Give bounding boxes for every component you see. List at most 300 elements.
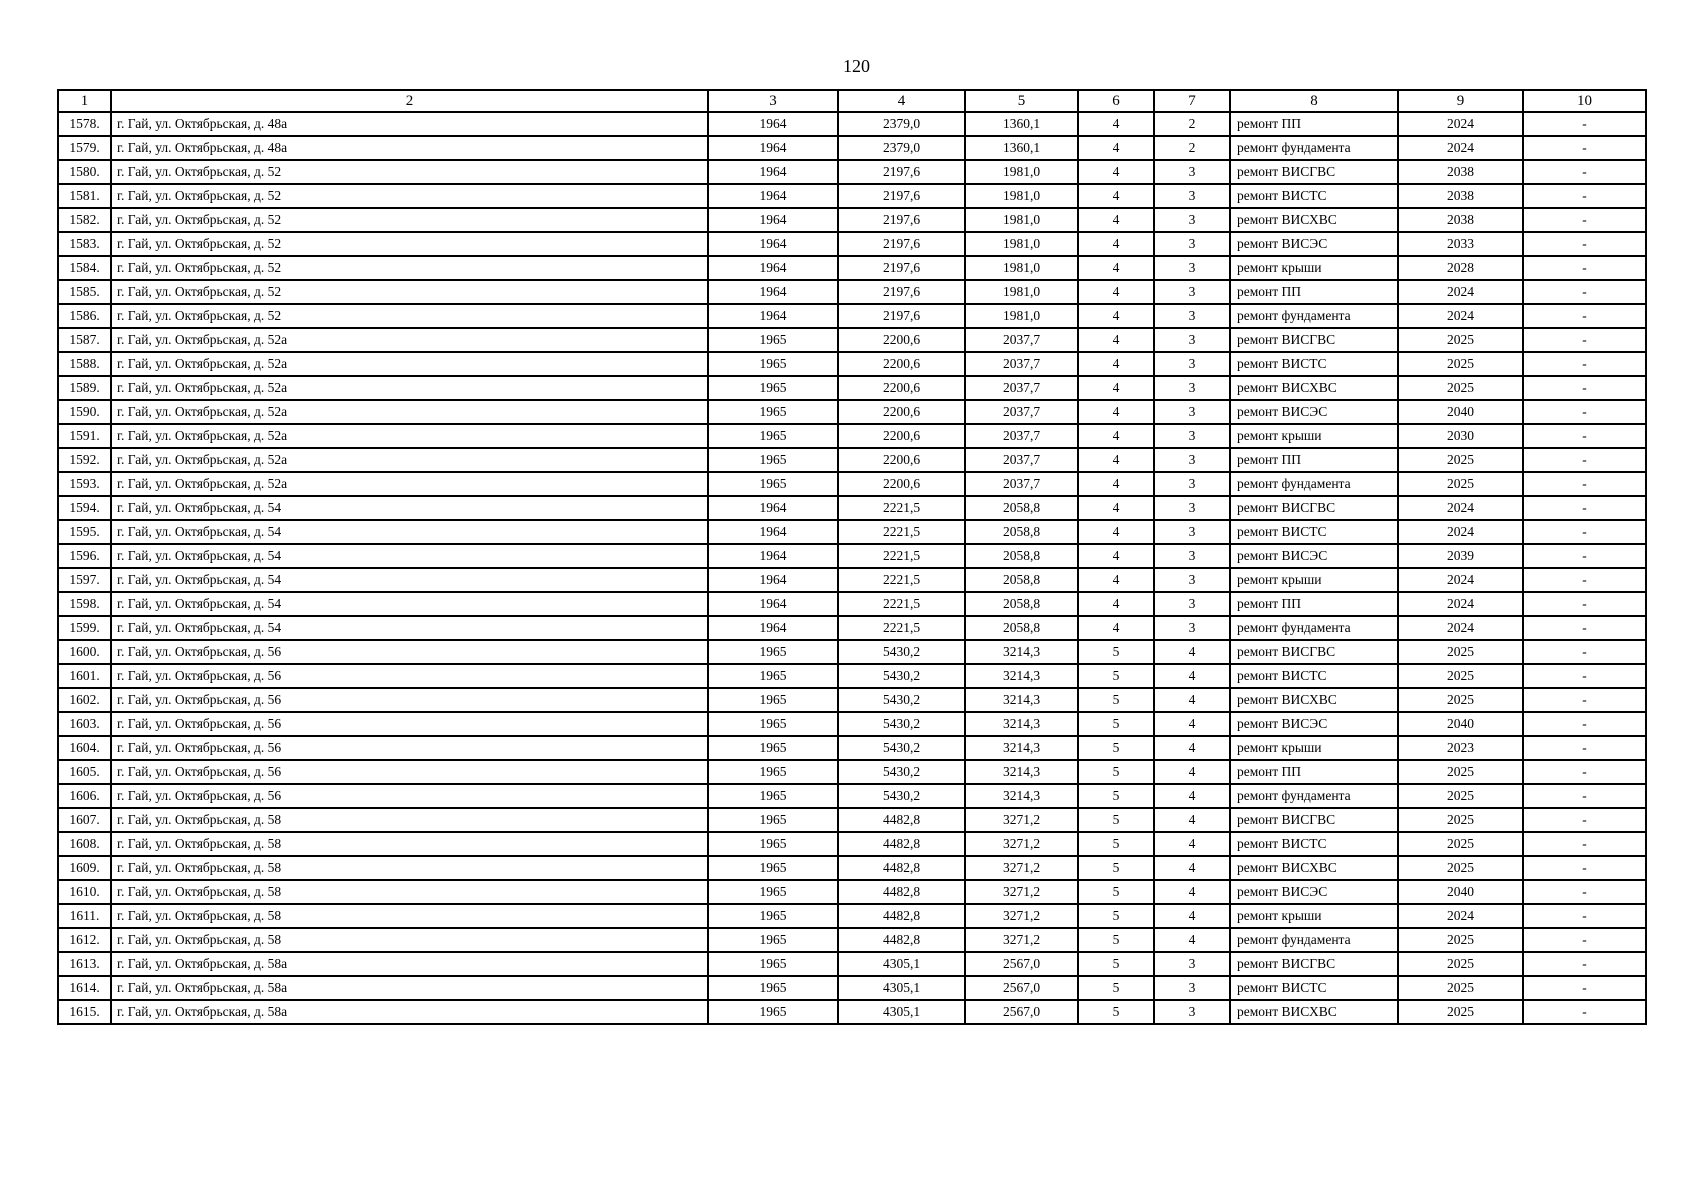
area-total-cell: 2200,6 [838,472,965,496]
floors-cell: 5 [1078,952,1154,976]
entrances-cell: 3 [1154,520,1230,544]
work-type-cell: ремонт ВИСТС [1230,352,1398,376]
note-cell: - [1523,592,1646,616]
plan-year-cell: 2025 [1398,640,1523,664]
plan-year-cell: 2023 [1398,736,1523,760]
table-row [58,184,1646,208]
plan-year-cell: 2025 [1398,352,1523,376]
floors-cell: 5 [1078,880,1154,904]
area-living-cell: 3271,2 [965,880,1078,904]
area-living-cell: 2058,8 [965,592,1078,616]
area-living-cell: 2567,0 [965,1000,1078,1024]
area-living-cell: 3271,2 [965,928,1078,952]
entrances-cell: 4 [1154,784,1230,808]
floors-cell: 4 [1078,448,1154,472]
year-cell: 1964 [708,280,838,304]
entrances-cell: 3 [1154,352,1230,376]
floors-cell: 5 [1078,1000,1154,1024]
year-cell: 1964 [708,208,838,232]
year-cell: 1965 [708,760,838,784]
table-row [58,1000,1646,1024]
area-total-cell: 2200,6 [838,400,965,424]
address-cell: г. Гай, ул. Октябрьская, д. 48а [111,136,708,160]
row-number-cell: 1594. [58,496,111,520]
plan-year-cell: 2025 [1398,952,1523,976]
table-row [58,304,1646,328]
table-row [58,976,1646,1000]
entrances-cell: 4 [1154,928,1230,952]
entrances-cell: 3 [1154,208,1230,232]
address-cell: г. Гай, ул. Октябрьская, д. 58 [111,856,708,880]
address-cell: г. Гай, ул. Октябрьская, д. 52 [111,208,708,232]
row-number-cell: 1580. [58,160,111,184]
area-total-cell: 5430,2 [838,688,965,712]
note-cell: - [1523,928,1646,952]
work-type-cell: ремонт ПП [1230,112,1398,136]
entrances-cell: 3 [1154,616,1230,640]
address-cell: г. Гай, ул. Октябрьская, д. 54 [111,616,708,640]
work-type-cell: ремонт крыши [1230,568,1398,592]
note-cell: - [1523,184,1646,208]
entrances-cell: 3 [1154,280,1230,304]
row-number-cell: 1609. [58,856,111,880]
area-living-cell: 2037,7 [965,328,1078,352]
row-number-cell: 1586. [58,304,111,328]
floors-cell: 4 [1078,568,1154,592]
row-number-cell: 1578. [58,112,111,136]
row-number-cell: 1611. [58,904,111,928]
table-header-row [58,90,1646,112]
entrances-cell: 3 [1154,496,1230,520]
year-cell: 1965 [708,328,838,352]
plan-year-cell: 2025 [1398,760,1523,784]
floors-cell: 5 [1078,832,1154,856]
entrances-cell: 3 [1154,1000,1230,1024]
plan-year-cell: 2040 [1398,880,1523,904]
table-row [58,832,1646,856]
area-living-cell: 1981,0 [965,208,1078,232]
floors-cell: 4 [1078,232,1154,256]
note-cell: - [1523,256,1646,280]
year-cell: 1965 [708,784,838,808]
address-cell: г. Гай, ул. Октябрьская, д. 52 [111,280,708,304]
table-row [58,496,1646,520]
year-cell: 1965 [708,688,838,712]
address-cell: г. Гай, ул. Октябрьская, д. 56 [111,784,708,808]
work-type-cell: ремонт ПП [1230,448,1398,472]
table-row [58,424,1646,448]
area-total-cell: 5430,2 [838,760,965,784]
row-number-cell: 1582. [58,208,111,232]
work-type-cell: ремонт ВИСТС [1230,976,1398,1000]
work-type-cell: ремонт ВИСХВС [1230,688,1398,712]
entrances-cell: 3 [1154,400,1230,424]
entrances-cell: 3 [1154,544,1230,568]
table-row [58,520,1646,544]
address-cell: г. Гай, ул. Октябрьская, д. 54 [111,568,708,592]
area-total-cell: 2200,6 [838,376,965,400]
area-living-cell: 3214,3 [965,712,1078,736]
year-cell: 1964 [708,592,838,616]
area-total-cell: 4482,8 [838,856,965,880]
floors-cell: 4 [1078,280,1154,304]
work-type-cell: ремонт ПП [1230,592,1398,616]
address-cell: г. Гай, ул. Октябрьская, д. 56 [111,736,708,760]
floors-cell: 4 [1078,352,1154,376]
area-total-cell: 2197,6 [838,256,965,280]
table-row [58,952,1646,976]
area-living-cell: 2058,8 [965,496,1078,520]
plan-year-cell: 2024 [1398,304,1523,328]
floors-cell: 4 [1078,112,1154,136]
area-living-cell: 1981,0 [965,184,1078,208]
work-type-cell: ремонт ВИСЭС [1230,880,1398,904]
area-living-cell: 2037,7 [965,352,1078,376]
entrances-cell: 4 [1154,640,1230,664]
floors-cell: 5 [1078,784,1154,808]
note-cell: - [1523,856,1646,880]
area-total-cell: 4482,8 [838,808,965,832]
note-cell: - [1523,376,1646,400]
area-living-cell: 3214,3 [965,760,1078,784]
year-cell: 1965 [708,928,838,952]
floors-cell: 4 [1078,544,1154,568]
area-total-cell: 2221,5 [838,544,965,568]
area-total-cell: 2221,5 [838,592,965,616]
work-type-cell: ремонт крыши [1230,424,1398,448]
year-cell: 1965 [708,664,838,688]
work-type-cell: ремонт ВИСХВС [1230,376,1398,400]
address-cell: г. Гай, ул. Октябрьская, д. 54 [111,520,708,544]
work-type-cell: ремонт фундамента [1230,304,1398,328]
area-total-cell: 2197,6 [838,304,965,328]
work-type-cell: ремонт ВИСГВС [1230,160,1398,184]
row-number-cell: 1579. [58,136,111,160]
area-living-cell: 2567,0 [965,952,1078,976]
year-cell: 1965 [708,832,838,856]
work-type-cell: ремонт фундамента [1230,784,1398,808]
address-cell: г. Гай, ул. Октябрьская, д. 54 [111,544,708,568]
row-number-cell: 1585. [58,280,111,304]
note-cell: - [1523,688,1646,712]
note-cell: - [1523,616,1646,640]
table-row [58,448,1646,472]
plan-year-cell: 2038 [1398,160,1523,184]
table-row [58,808,1646,832]
entrances-cell: 4 [1154,736,1230,760]
area-total-cell: 4482,8 [838,880,965,904]
floors-cell: 5 [1078,712,1154,736]
entrances-cell: 3 [1154,160,1230,184]
table-row [58,400,1646,424]
work-type-cell: ремонт ВИСТС [1230,184,1398,208]
entrances-cell: 3 [1154,304,1230,328]
area-total-cell: 2200,6 [838,448,965,472]
address-cell: г. Гай, ул. Октябрьская, д. 58 [111,928,708,952]
work-type-cell: ремонт ВИСТС [1230,520,1398,544]
plan-year-cell: 2028 [1398,256,1523,280]
work-type-cell: ремонт ВИСГВС [1230,952,1398,976]
year-cell: 1965 [708,952,838,976]
note-cell: - [1523,136,1646,160]
address-cell: г. Гай, ул. Октябрьская, д. 52 [111,256,708,280]
note-cell: - [1523,304,1646,328]
note-cell: - [1523,712,1646,736]
address-cell: г. Гай, ул. Октябрьская, д. 52а [111,328,708,352]
work-type-cell: ремонт крыши [1230,736,1398,760]
table-row [58,328,1646,352]
floors-cell: 4 [1078,184,1154,208]
plan-year-cell: 2040 [1398,400,1523,424]
plan-year-cell: 2025 [1398,472,1523,496]
plan-year-cell: 2030 [1398,424,1523,448]
area-total-cell: 4305,1 [838,1000,965,1024]
year-cell: 1965 [708,712,838,736]
work-type-cell: ремонт фундамента [1230,136,1398,160]
row-number-cell: 1614. [58,976,111,1000]
work-type-cell: ремонт ВИСЭС [1230,400,1398,424]
entrances-cell: 4 [1154,904,1230,928]
plan-year-cell: 2039 [1398,544,1523,568]
column-header-10: 10 [1523,90,1646,112]
area-living-cell: 2037,7 [965,448,1078,472]
area-living-cell: 2037,7 [965,400,1078,424]
floors-cell: 5 [1078,928,1154,952]
floors-cell: 4 [1078,472,1154,496]
year-cell: 1965 [708,1000,838,1024]
column-header-8: 8 [1230,90,1398,112]
table-row [58,640,1646,664]
entrances-cell: 3 [1154,232,1230,256]
note-cell: - [1523,808,1646,832]
note-cell: - [1523,784,1646,808]
address-cell: г. Гай, ул. Октябрьская, д. 52 [111,184,708,208]
plan-year-cell: 2038 [1398,208,1523,232]
floors-cell: 4 [1078,256,1154,280]
area-total-cell: 2221,5 [838,520,965,544]
year-cell: 1964 [708,184,838,208]
year-cell: 1964 [708,304,838,328]
table-row [58,352,1646,376]
floors-cell: 4 [1078,424,1154,448]
note-cell: - [1523,448,1646,472]
row-number-cell: 1602. [58,688,111,712]
note-cell: - [1523,328,1646,352]
note-cell: - [1523,640,1646,664]
row-number-cell: 1608. [58,832,111,856]
area-living-cell: 1981,0 [965,304,1078,328]
year-cell: 1965 [708,448,838,472]
floors-cell: 4 [1078,304,1154,328]
entrances-cell: 3 [1154,376,1230,400]
work-type-cell: ремонт ВИСТС [1230,664,1398,688]
note-cell: - [1523,160,1646,184]
year-cell: 1964 [708,616,838,640]
area-total-cell: 5430,2 [838,736,965,760]
plan-year-cell: 2025 [1398,928,1523,952]
table-row [58,784,1646,808]
address-cell: г. Гай, ул. Октябрьская, д. 56 [111,712,708,736]
table-row [58,616,1646,640]
work-type-cell: ремонт фундамента [1230,472,1398,496]
work-type-cell: ремонт ВИСХВС [1230,1000,1398,1024]
area-total-cell: 4305,1 [838,952,965,976]
year-cell: 1964 [708,544,838,568]
entrances-cell: 4 [1154,760,1230,784]
row-number-cell: 1592. [58,448,111,472]
row-number-cell: 1584. [58,256,111,280]
floors-cell: 5 [1078,688,1154,712]
note-cell: - [1523,904,1646,928]
area-total-cell: 2221,5 [838,616,965,640]
row-number-cell: 1583. [58,232,111,256]
work-type-cell: ремонт крыши [1230,904,1398,928]
table-row [58,856,1646,880]
area-living-cell: 3214,3 [965,736,1078,760]
work-type-cell: ремонт фундамента [1230,616,1398,640]
floors-cell: 4 [1078,136,1154,160]
work-type-cell: ремонт ВИСХВС [1230,208,1398,232]
work-type-cell: ремонт фундамента [1230,928,1398,952]
address-cell: г. Гай, ул. Октябрьская, д. 58а [111,952,708,976]
year-cell: 1964 [708,136,838,160]
row-number-cell: 1588. [58,352,111,376]
entrances-cell: 3 [1154,328,1230,352]
area-total-cell: 2197,6 [838,232,965,256]
row-number-cell: 1603. [58,712,111,736]
row-number-cell: 1593. [58,472,111,496]
year-cell: 1964 [708,256,838,280]
plan-year-cell: 2024 [1398,496,1523,520]
row-number-cell: 1613. [58,952,111,976]
floors-cell: 5 [1078,904,1154,928]
area-total-cell: 2200,6 [838,328,965,352]
year-cell: 1964 [708,160,838,184]
year-cell: 1965 [708,352,838,376]
year-cell: 1965 [708,856,838,880]
entrances-cell: 3 [1154,448,1230,472]
area-living-cell: 1981,0 [965,232,1078,256]
floors-cell: 4 [1078,376,1154,400]
address-cell: г. Гай, ул. Октябрьская, д. 54 [111,496,708,520]
floors-cell: 4 [1078,328,1154,352]
plan-year-cell: 2038 [1398,184,1523,208]
address-cell: г. Гай, ул. Октябрьская, д. 56 [111,664,708,688]
area-total-cell: 4482,8 [838,832,965,856]
table-row [58,928,1646,952]
entrances-cell: 3 [1154,952,1230,976]
year-cell: 1964 [708,112,838,136]
year-cell: 1965 [708,976,838,1000]
area-living-cell: 2058,8 [965,616,1078,640]
row-number-cell: 1605. [58,760,111,784]
address-cell: г. Гай, ул. Октябрьская, д. 56 [111,760,708,784]
address-cell: г. Гай, ул. Октябрьская, д. 58 [111,880,708,904]
address-cell: г. Гай, ул. Октябрьская, д. 52 [111,232,708,256]
row-number-cell: 1598. [58,592,111,616]
entrances-cell: 4 [1154,856,1230,880]
row-number-cell: 1601. [58,664,111,688]
note-cell: - [1523,208,1646,232]
note-cell: - [1523,232,1646,256]
area-living-cell: 1981,0 [965,280,1078,304]
column-header-4: 4 [838,90,965,112]
note-cell: - [1523,112,1646,136]
column-header-7: 7 [1154,90,1230,112]
row-number-cell: 1595. [58,520,111,544]
table-row [58,112,1646,136]
address-cell: г. Гай, ул. Октябрьская, д. 48а [111,112,708,136]
note-cell: - [1523,1000,1646,1024]
table-row [58,736,1646,760]
note-cell: - [1523,880,1646,904]
plan-year-cell: 2024 [1398,592,1523,616]
address-cell: г. Гай, ул. Октябрьская, д. 58 [111,808,708,832]
floors-cell: 5 [1078,976,1154,1000]
area-total-cell: 2197,6 [838,184,965,208]
row-number-cell: 1589. [58,376,111,400]
plan-year-cell: 2025 [1398,328,1523,352]
plan-year-cell: 2025 [1398,856,1523,880]
table-row [58,688,1646,712]
work-type-cell: ремонт ВИСТС [1230,832,1398,856]
address-cell: г. Гай, ул. Октябрьская, д. 52а [111,376,708,400]
column-header-6: 6 [1078,90,1154,112]
plan-year-cell: 2024 [1398,904,1523,928]
area-living-cell: 3271,2 [965,832,1078,856]
floors-cell: 5 [1078,856,1154,880]
row-number-cell: 1597. [58,568,111,592]
address-cell: г. Гай, ул. Октябрьская, д. 52 [111,304,708,328]
note-cell: - [1523,736,1646,760]
area-living-cell: 2058,8 [965,544,1078,568]
note-cell: - [1523,280,1646,304]
address-cell: г. Гай, ул. Октябрьская, д. 52а [111,352,708,376]
year-cell: 1964 [708,232,838,256]
year-cell: 1964 [708,568,838,592]
plan-year-cell: 2025 [1398,784,1523,808]
table-row [58,232,1646,256]
note-cell: - [1523,544,1646,568]
entrances-cell: 2 [1154,112,1230,136]
work-type-cell: ремонт ВИСЭС [1230,544,1398,568]
row-number-cell: 1606. [58,784,111,808]
area-total-cell: 4305,1 [838,976,965,1000]
plan-year-cell: 2024 [1398,112,1523,136]
year-cell: 1965 [708,808,838,832]
area-living-cell: 3214,3 [965,640,1078,664]
table-row [58,568,1646,592]
column-header-1: 1 [58,90,111,112]
table-row [58,712,1646,736]
entrances-cell: 3 [1154,424,1230,448]
row-number-cell: 1600. [58,640,111,664]
area-living-cell: 2037,7 [965,376,1078,400]
entrances-cell: 3 [1154,592,1230,616]
area-living-cell: 3214,3 [965,664,1078,688]
year-cell: 1965 [708,472,838,496]
floors-cell: 4 [1078,496,1154,520]
floors-cell: 5 [1078,736,1154,760]
note-cell: - [1523,568,1646,592]
entrances-cell: 3 [1154,472,1230,496]
column-header-2: 2 [111,90,708,112]
address-cell: г. Гай, ул. Октябрьская, д. 56 [111,640,708,664]
plan-year-cell: 2025 [1398,448,1523,472]
entrances-cell: 3 [1154,568,1230,592]
area-living-cell: 1981,0 [965,160,1078,184]
area-living-cell: 1981,0 [965,256,1078,280]
